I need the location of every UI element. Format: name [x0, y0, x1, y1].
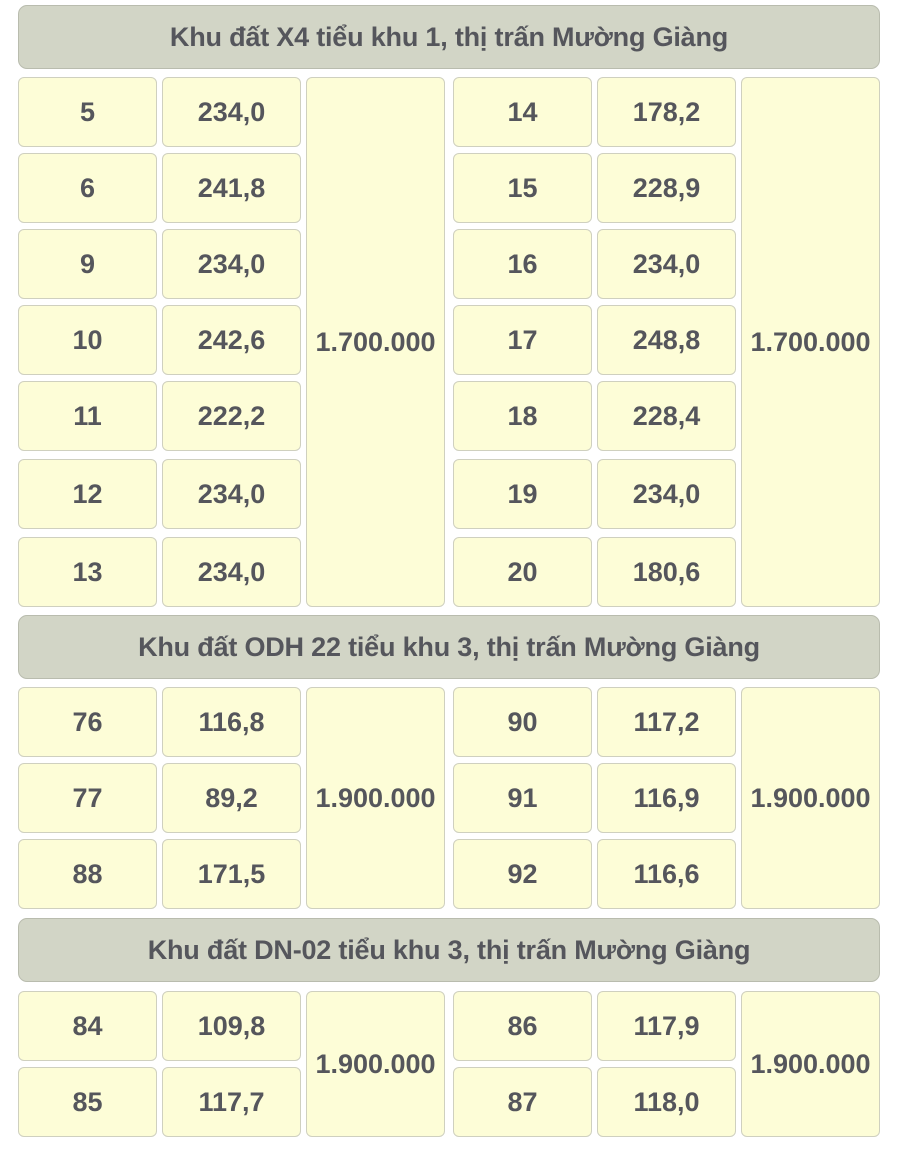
lot-number-cell: 20	[453, 537, 592, 607]
area-cell: 234,0	[162, 537, 301, 607]
lot-number-cell: 86	[453, 991, 592, 1061]
section-title: Khu đất ODH 22 tiểu khu 3, thị trấn Mường Giàng	[18, 615, 880, 679]
lot-number-cell: 14	[453, 77, 592, 147]
lot-number-cell: 19	[453, 459, 592, 529]
lot-number-cell: 85	[18, 1067, 157, 1137]
lot-number-cell: 9	[18, 229, 157, 299]
lot-number-cell: 92	[453, 839, 592, 909]
area-cell: 248,8	[597, 305, 736, 375]
area-cell: 234,0	[162, 229, 301, 299]
lot-number-cell: 15	[453, 153, 592, 223]
area-cell: 234,0	[162, 77, 301, 147]
section-title: Khu đất X4 tiểu khu 1, thị trấn Mường Giàng	[18, 5, 880, 69]
price-cell: 1.900.000	[306, 991, 445, 1137]
area-cell: 234,0	[162, 459, 301, 529]
lot-number-cell: 18	[453, 381, 592, 451]
area-cell: 178,2	[597, 77, 736, 147]
lot-number-cell: 12	[18, 459, 157, 529]
lot-number-cell: 76	[18, 687, 157, 757]
area-cell: 234,0	[597, 459, 736, 529]
lot-number-cell: 11	[18, 381, 157, 451]
lot-number-cell: 17	[453, 305, 592, 375]
lot-number-cell: 13	[18, 537, 157, 607]
area-cell: 228,9	[597, 153, 736, 223]
lot-number-cell: 84	[18, 991, 157, 1061]
lot-number-cell: 91	[453, 763, 592, 833]
price-cell: 1.900.000	[306, 687, 445, 909]
area-cell: 117,7	[162, 1067, 301, 1137]
lot-number-cell: 88	[18, 839, 157, 909]
lot-number-cell: 16	[453, 229, 592, 299]
price-cell: 1.700.000	[741, 77, 880, 607]
lot-number-cell: 77	[18, 763, 157, 833]
lot-number-cell: 10	[18, 305, 157, 375]
area-cell: 242,6	[162, 305, 301, 375]
area-cell: 116,6	[597, 839, 736, 909]
area-cell: 241,8	[162, 153, 301, 223]
lot-number-cell: 5	[18, 77, 157, 147]
area-cell: 234,0	[597, 229, 736, 299]
area-cell: 116,9	[597, 763, 736, 833]
area-cell: 117,9	[597, 991, 736, 1061]
area-cell: 171,5	[162, 839, 301, 909]
area-cell: 109,8	[162, 991, 301, 1061]
area-cell: 222,2	[162, 381, 301, 451]
area-cell: 117,2	[597, 687, 736, 757]
section-title: Khu đất DN-02 tiểu khu 3, thị trấn Mường Giàng	[18, 918, 880, 982]
area-cell: 89,2	[162, 763, 301, 833]
lot-number-cell: 87	[453, 1067, 592, 1137]
lot-number-cell: 90	[453, 687, 592, 757]
price-cell: 1.900.000	[741, 991, 880, 1137]
lot-number-cell: 6	[18, 153, 157, 223]
area-cell: 116,8	[162, 687, 301, 757]
area-cell: 228,4	[597, 381, 736, 451]
area-cell: 180,6	[597, 537, 736, 607]
area-cell: 118,0	[597, 1067, 736, 1137]
price-cell: 1.700.000	[306, 77, 445, 607]
price-cell: 1.900.000	[741, 687, 880, 909]
